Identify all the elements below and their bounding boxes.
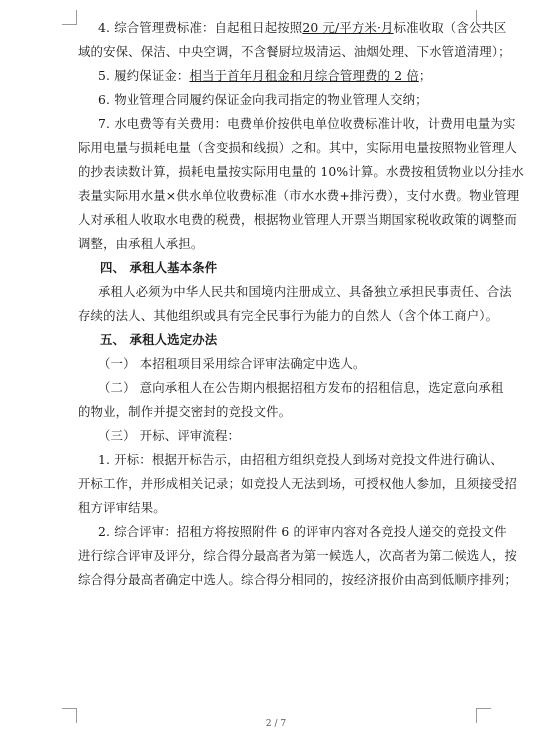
clause-7-line-6: 调整，由承租人承担。 — [78, 236, 204, 251]
clause-4-line-1: 4. 综合管理费标准：自起租日起按照20 元/平方米·月标准收取（含公共区 — [98, 20, 507, 35]
section-4-line-1: 承租人必须为中华人民共和国境内注册成立、具备独立承担民事责任、合法 — [98, 284, 512, 299]
crop-mark-top-left — [62, 10, 77, 25]
section-heading-4: 四、 承租人基本条件 — [100, 260, 218, 275]
clause-7-line-2: 际用电量与损耗电量（含变损和线损）之和。其中，实际用电量按照物业管理人 — [78, 140, 517, 155]
section-heading-5: 五、 承租人选定办法 — [100, 332, 218, 347]
clause-7-line-1: 7. 水电费等有关费用：电费单价按供电单位收费标准计收，计费用电量为实 — [98, 116, 516, 131]
step-1-line-1: 1. 开标：根据开标告示，由招租方组织竞投人到场对竞投文件进行确认、 — [98, 452, 503, 467]
clause-5: 5. 履约保证金：相当于首年月租金和月综合管理费的 2 倍； — [98, 68, 432, 83]
item-2-line-1: （二） 意向承租人在公告期内根据招租方发布的招租信息，选定意向承租 — [98, 380, 504, 395]
clause-6: 6. 物业管理合同履约保证金向我司指定的物业管理人交纳； — [98, 92, 428, 107]
document-body — [78, 16, 524, 592]
clause-4-line-2: 域的安保、保洁、中央空调，不含餐厨垃圾清运、油烟处理、下水管道清理）； — [78, 44, 511, 59]
step-1-line-2: 开标工作，并形成相关记录；如竞投人无法到场，可授权他人参加，且须接受招 — [78, 476, 517, 491]
clause-7-line-3: 的抄表读数计算，损耗电量按实际用电量的 10%计算。水费按租赁物业以分挂水 — [78, 164, 524, 179]
item-3: （三） 开标、评审流程： — [98, 428, 241, 443]
item-2-line-2: 的物业，制作并提交密封的竞投文件。 — [78, 404, 292, 419]
item-1: （一） 本招租项目采用综合评审法确定中选人。 — [98, 356, 366, 371]
step-2-line-3: 综合得分最高者确定中选人。综合得分相同的，按经济报价由高到低顺序排列； — [78, 572, 517, 587]
section-4-line-2: 存续的法人、其他组织或具有完全民事行为能力的自然人（含个体工商户）。 — [78, 308, 499, 323]
page-number: 2 / 7 — [265, 719, 287, 729]
step-2-line-2: 进行综合评审及评分，综合得分最高者为第一候选人，次高者为第二候选人，按 — [78, 548, 517, 563]
clause-7-line-4: 表量实际用水量×供水单位收费标准（市水水费+排污费），支付水费。物业管理 — [78, 188, 520, 203]
step-1-line-3: 租方评审结果。 — [78, 500, 166, 515]
clause-7-line-5: 人对承租人收取水电费的税费，根据物业管理人开票当期国家税收政策的调整而 — [78, 212, 517, 227]
step-2-line-1: 2. 综合评审：招租方将按照附件 6 的评审内容对各竞投人递交的竞投文件 — [98, 524, 507, 539]
